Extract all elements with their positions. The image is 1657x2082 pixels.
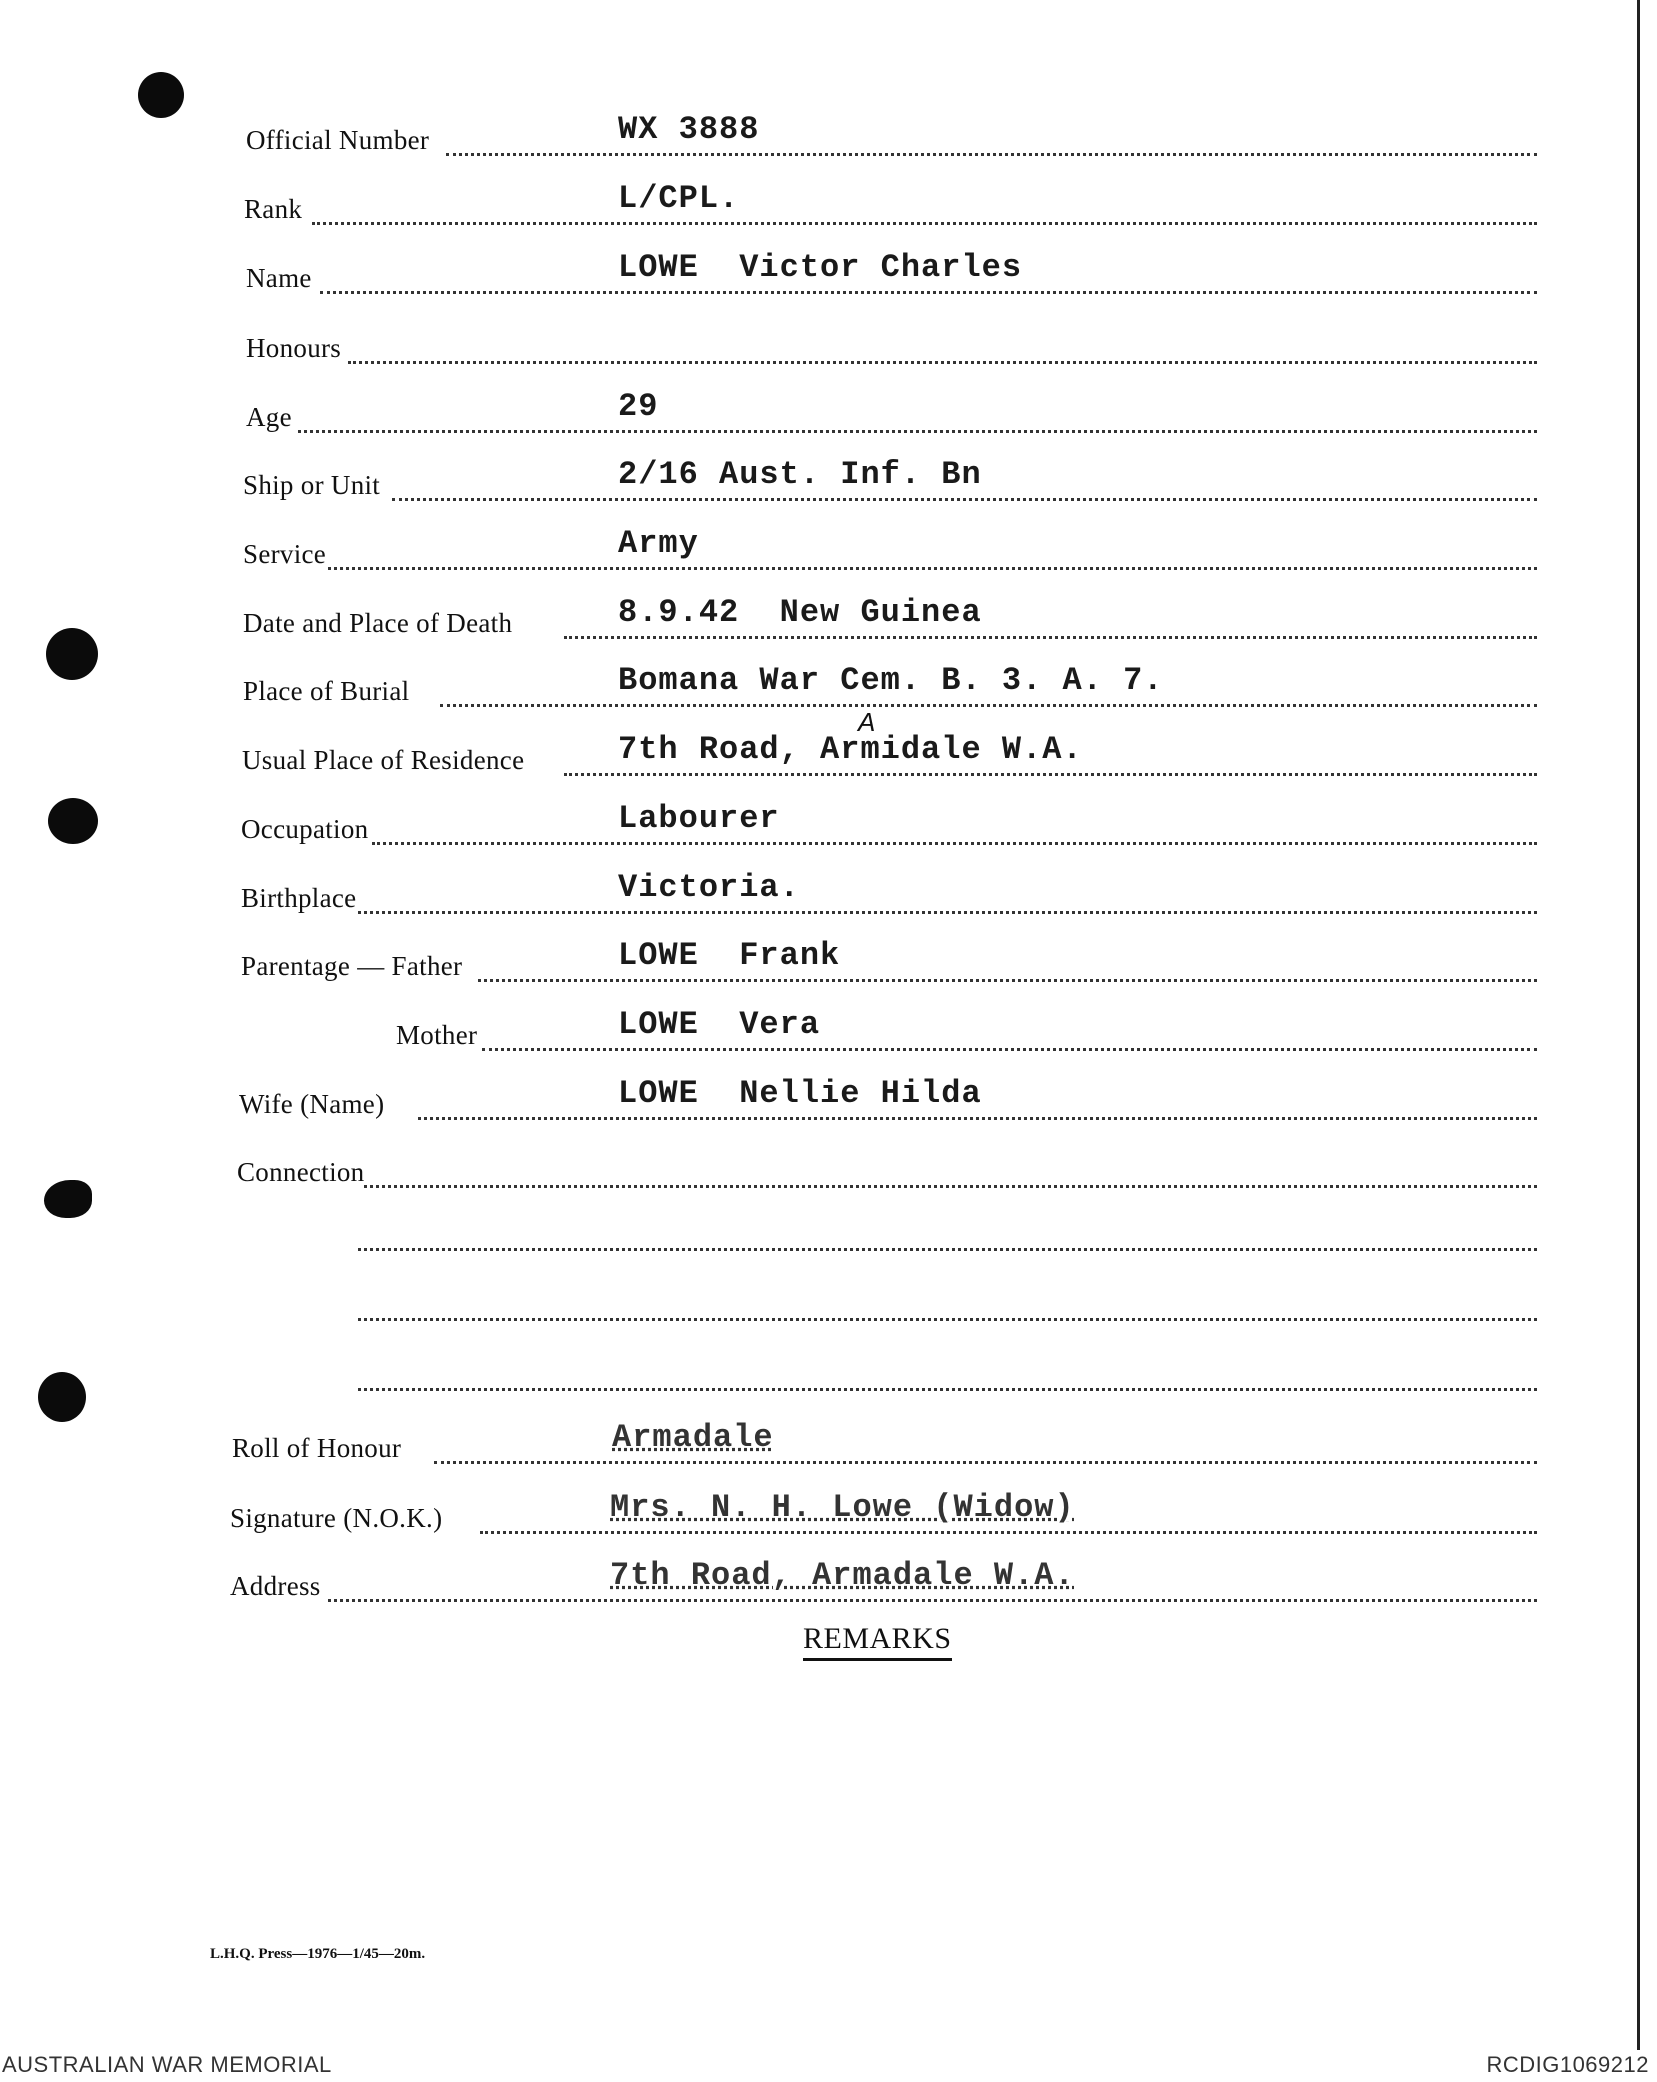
footer-source: AUSTRALIAN WAR MEMORIAL (2, 2052, 332, 2077)
field-dots (446, 153, 1537, 156)
field-value: Bomana War Cem. B. 3. A. 7. (618, 662, 1164, 699)
field-label: Occupation (241, 814, 369, 844)
field-value: LOWE Victor Charles (618, 249, 1023, 286)
field-dots (440, 704, 1537, 707)
field-value: Victoria. (618, 869, 800, 906)
field-dots (372, 842, 1537, 845)
field-dots (418, 1117, 1537, 1120)
field-label: Wife (Name) (239, 1089, 385, 1119)
field-roll-of-honour (0, 1400, 1657, 1470)
field-label: Honours (246, 333, 342, 363)
field-dots (320, 291, 1537, 294)
field-birthplace (0, 850, 1657, 920)
printer-imprint: L.H.Q. Press—1976—1/45—20m. (210, 1946, 426, 1962)
field-value: Army (618, 525, 699, 562)
field-label: Roll of Honour (232, 1433, 402, 1463)
field-dots (364, 1185, 1537, 1188)
field-dots (392, 498, 1537, 501)
field-value: 29 (618, 388, 659, 425)
field-mother (0, 987, 1657, 1057)
field-signature (0, 1470, 1657, 1540)
blank-line (358, 1318, 1537, 1321)
field-value: 7th Road, Armidale W.A. (618, 731, 1083, 768)
field-ship-or-unit (0, 437, 1657, 507)
field-value: 2/16 Aust. Inf. Bn (618, 456, 982, 493)
field-address (0, 1538, 1657, 1608)
field-label: Birthplace (241, 883, 357, 913)
footer-id: RCDIG1069212 (1486, 2052, 1649, 2077)
field-value: 8.9.42 New Guinea (618, 594, 982, 631)
field-label: Parentage — Father (241, 951, 463, 981)
field-official-number (0, 92, 1657, 162)
field-name (0, 230, 1657, 300)
field-dots (312, 222, 1537, 225)
field-connection (0, 1124, 1657, 1194)
field-father (0, 918, 1657, 988)
field-value: LOWE Frank (618, 937, 841, 974)
field-dots (564, 636, 1537, 639)
field-dots (434, 1461, 1537, 1464)
field-dots (564, 773, 1537, 776)
field-date-place-of-death (0, 575, 1657, 645)
field-label: Age (246, 402, 292, 432)
field-rank (0, 161, 1657, 231)
blank-line (358, 1248, 1537, 1251)
field-wife (0, 1056, 1657, 1126)
field-value: WX 3888 (618, 111, 760, 148)
field-label: Ship or Unit (243, 470, 381, 500)
field-occupation (0, 781, 1657, 851)
field-value: Mrs. N. H. Lowe (Widow) (610, 1489, 1075, 1526)
field-label: Address (230, 1571, 321, 1601)
field-dots (480, 1531, 1537, 1534)
field-label: Service (243, 539, 327, 569)
field-dots (478, 979, 1537, 982)
field-dots (482, 1048, 1537, 1051)
field-dots (328, 1599, 1537, 1602)
field-label: Place of Burial (243, 676, 410, 706)
field-age (0, 369, 1657, 439)
blank-line (358, 1388, 1537, 1391)
field-usual-residence (0, 712, 1657, 782)
field-dots (298, 430, 1537, 433)
field-value: Armadale (612, 1419, 774, 1456)
field-value: LOWE Nellie Hilda (618, 1075, 982, 1112)
field-place-of-burial (0, 643, 1657, 713)
field-label: Name (246, 263, 312, 293)
field-honours (0, 300, 1657, 370)
remarks-heading: REMARKS (803, 1622, 952, 1661)
field-service (0, 506, 1657, 576)
field-label: Connection (237, 1157, 365, 1187)
field-label: Rank (244, 194, 303, 224)
correction-mark: A (858, 707, 876, 737)
field-value: LOWE Vera (618, 1006, 821, 1043)
field-value: 7th Road, Armadale W.A. (610, 1557, 1075, 1594)
field-dots (348, 361, 1537, 364)
field-value: Labourer (618, 800, 780, 837)
field-label: Date and Place of Death (243, 608, 513, 638)
field-label: Official Number (246, 125, 430, 155)
field-label: Mother (396, 1020, 478, 1050)
field-label: Signature (N.O.K.) (230, 1503, 443, 1533)
field-value: L/CPL. (618, 180, 740, 217)
field-label: Usual Place of Residence (242, 745, 525, 775)
field-dots (358, 911, 1537, 914)
field-dots (328, 567, 1537, 570)
